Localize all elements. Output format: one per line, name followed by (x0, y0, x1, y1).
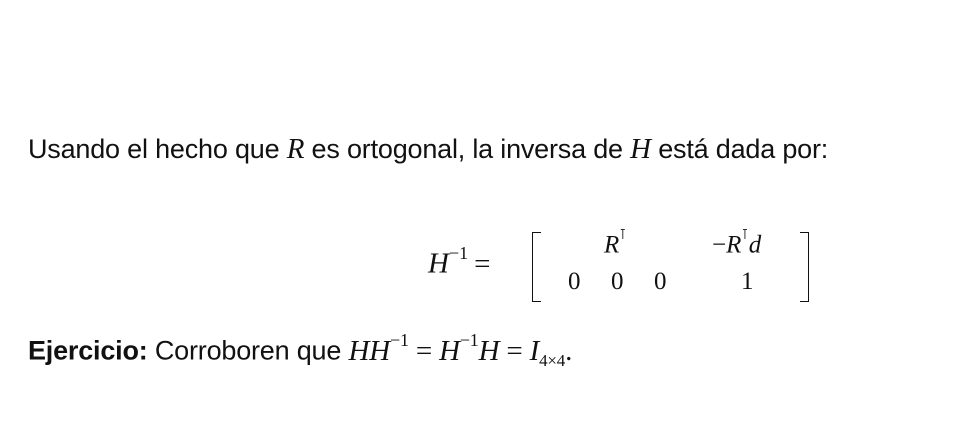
formula-identity-subscript: 4×4 (539, 350, 566, 370)
equals-sign: = (474, 247, 491, 280)
matrix-cell-r-transpose (604, 226, 627, 259)
matrix-cell-zero-1: 0 (568, 268, 581, 295)
intro-suffix: está dada por: (658, 134, 829, 164)
cell-d: d (748, 231, 762, 259)
matrix-cell-one: 1 (741, 268, 754, 295)
left-bracket (532, 232, 541, 302)
matrix-cell-zero-2: 0 (611, 268, 624, 295)
right-bracket (800, 232, 809, 302)
cell-r2-base: R (726, 231, 742, 259)
matrix-cell-neg-rtd (712, 226, 762, 259)
formula-h4: H (478, 334, 500, 367)
intro-sentence (28, 133, 828, 166)
cell-minus: − (712, 231, 727, 259)
formula-h2: H (369, 334, 391, 367)
intro-var-h: H (630, 133, 651, 165)
cell-r-base: R (604, 231, 620, 259)
exercise-sentence (28, 330, 573, 370)
formula-eq2: = (506, 334, 523, 367)
intro-mid: es ortogonal, la inversa de (311, 134, 623, 164)
matrix-cell-zero-3: 0 (654, 268, 667, 295)
exercise-formula (348, 330, 573, 370)
lhs-exponent: −1 (448, 243, 469, 263)
formula-eq1: = (415, 334, 432, 367)
formula-period: . (565, 334, 573, 367)
inverse-equation (428, 228, 828, 304)
exercise-label: Ejercicio: (28, 335, 148, 366)
cell-r-transpose-mark: ⊺ (619, 226, 627, 242)
formula-identity: I (529, 334, 540, 367)
intro-prefix: Usando el hecho que (28, 134, 280, 164)
formula-h3: H (439, 334, 460, 367)
lhs-base: H (428, 247, 449, 280)
exercise-text: Corroboren que (154, 335, 342, 366)
formula-exp1: −1 (390, 330, 409, 350)
formula-h1: H (348, 334, 370, 367)
equation-lhs (428, 243, 491, 281)
intro-var-r: R (286, 133, 305, 165)
formula-exp2: −1 (459, 330, 479, 350)
cell-r2-transpose-mark: ⊺ (741, 226, 749, 242)
